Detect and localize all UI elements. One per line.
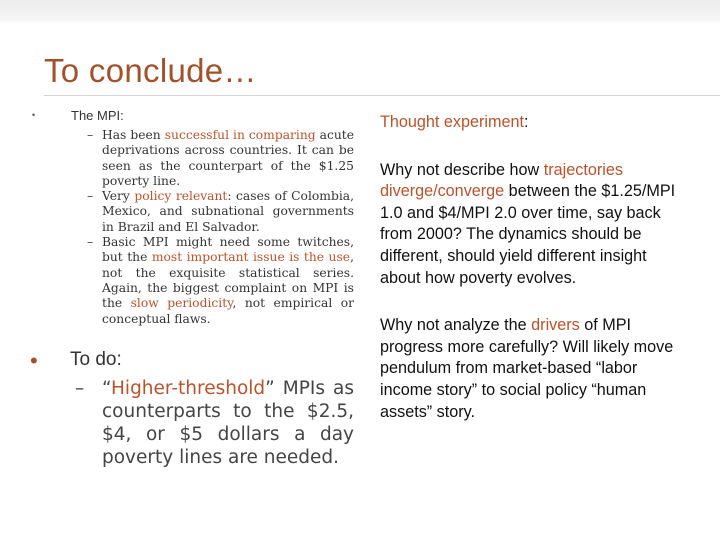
text: Why not describe how [380, 160, 544, 179]
text: Why not analyze the [380, 316, 532, 335]
dash-icon: – [87, 189, 94, 204]
text: Has been [102, 128, 165, 142]
highlight: policy relevant [134, 189, 228, 204]
text: Very [102, 189, 135, 204]
text: : cases of Colombia, Mexico, and subnational governments in Brazil and El Salvador. [102, 189, 354, 234]
highlight: slow periodicity [130, 296, 233, 311]
bullet-todo-label: To do: [70, 348, 122, 370]
sub-bullet-basic-mpi [28, 235, 354, 327]
text: acute deprivations across countries. It can be seen as the counterpart of the $1.25 poverty line. [102, 128, 354, 188]
slide-title: To conclude… [44, 52, 257, 89]
top-band [0, 0, 720, 22]
sub-bullet-higher-threshold [28, 377, 354, 469]
right-column [380, 112, 676, 449]
text: Basic MPI might need some twitches, but the [102, 235, 354, 265]
highlight: most important issue is the use [151, 250, 351, 265]
dash-icon: – [75, 377, 85, 399]
bullet-mpi-label: The MPI: [71, 108, 124, 123]
text: “ [102, 377, 112, 399]
dash-icon: – [87, 235, 94, 250]
text: , not empirical or conceptual flaws. [102, 296, 354, 326]
bullet-dot-icon: • [30, 347, 38, 373]
highlight: Higher-threshold [111, 377, 266, 399]
highlight: drivers [531, 316, 580, 335]
bullet-dot-icon: • [32, 110, 36, 120]
text: , not the exquisite statistical series. Again, the biggest complaint on MPI is the [102, 250, 354, 311]
bullet-mpi [28, 108, 354, 123]
sub-bullet-policy [28, 189, 354, 235]
highlight: Thought experiment [380, 113, 524, 131]
left-column [28, 108, 354, 469]
text: : [523, 113, 529, 131]
highlight: trajectories diverge/converge [380, 160, 623, 201]
bullet-todo [28, 349, 354, 371]
text: of MPI progress more carefully? Will likely move pendulum from market-based “labor income story” to social policy “human assets” story. [380, 316, 674, 421]
drivers-paragraph [380, 315, 676, 423]
sub-bullet-successful [28, 128, 354, 189]
title-rule [44, 95, 720, 96]
text: ” MPIs as counterparts to the $2.5, $4, or $5 dollars a day poverty lines are needed. [102, 377, 354, 468]
highlight: successful in comparing [164, 128, 316, 142]
trajectories-paragraph [380, 160, 676, 290]
text: between the $1.25/MPI 1.0 and $4/MPI 2.0 over time, say back from 2000? The dynamics should be different, should yield different insight about how poverty evolves. [380, 182, 676, 287]
dash-icon: – [87, 128, 94, 142]
thought-experiment [380, 112, 676, 134]
